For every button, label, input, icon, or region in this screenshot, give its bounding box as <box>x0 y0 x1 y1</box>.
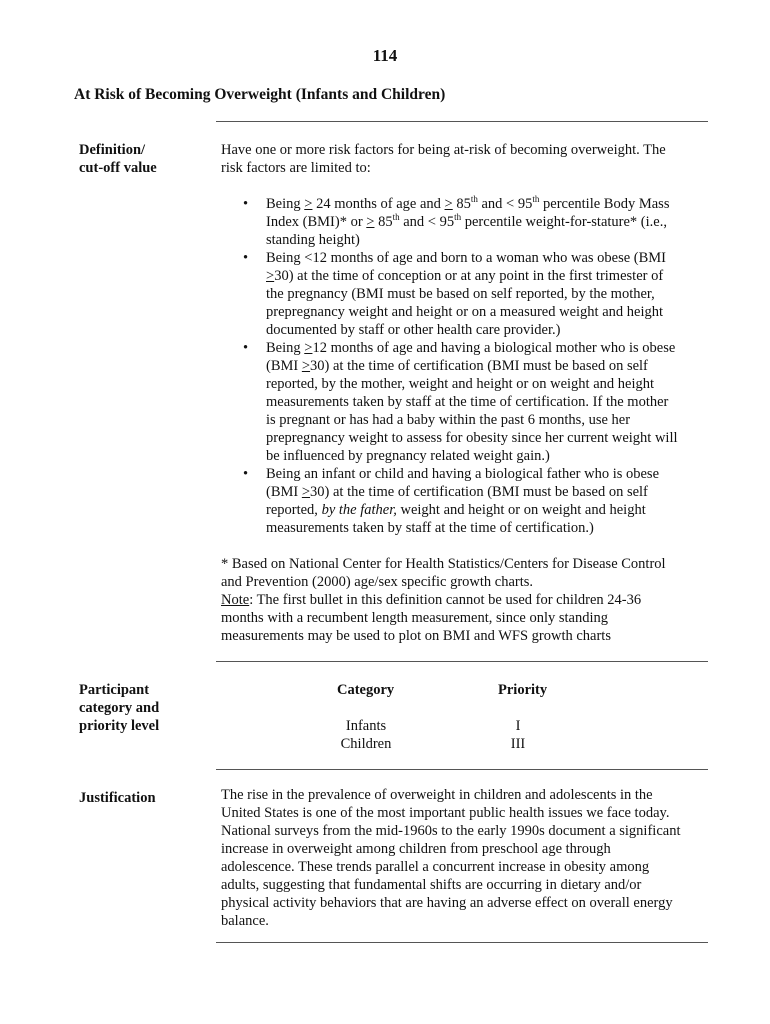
table-cell-priority: I <box>515 718 521 734</box>
footnote: * Based on National Center for Health Statistics/Centers for Disease Control and Prevention (2000) age/sex specific growth charts. Note: The first bullet in this definition cannot be used for children 24-36 months with a recumbent length measurement, since only standing measurements may be used to plot on BMI and WFS growth charts <box>221 555 705 645</box>
justification-text: The rise in the prevalence of overweight in children and adolescents in the United States is one of the most important public health issues we face today. National surveys from the mid-1960s to the early 1990s document a significant increase in overweight among children from preschool age through adolescence. These trends parallel a concurrent increase in obesity among adults, suggesting that fundamental shifts are occurring in dietary and/or physical activity behaviors that are having an adverse effect on overall energy balance. <box>221 787 681 929</box>
definition-intro: Have one or more risk factors for being at-risk of becoming overweight. The risk factors are limited to: <box>221 142 666 176</box>
column-header-category: Category <box>337 682 395 698</box>
risk-factor-list <box>221 195 705 537</box>
definition-label: Definition/ cut-off value <box>79 142 157 176</box>
note: Note: The first bullet in this definition cannot be used for children 24-36 <box>221 592 642 608</box>
table-cell-category: Infants <box>345 718 387 734</box>
section-title: At Risk of Becoming Overweight (Infants and Children) <box>74 86 446 103</box>
table-cell-priority: III <box>510 736 526 752</box>
table-cell-category: Children <box>340 736 392 752</box>
list-item: • Being an infant or child and having a biological father who is obese (BMI >30) at the time of certification (BMI must be based on self reported, by the father, weight and height or on weight and height measurements taken by staff at the time of certification.) <box>243 466 660 536</box>
page-number: 114 <box>372 46 398 65</box>
bullet-icon: • <box>243 250 249 266</box>
bullet-icon: • <box>243 340 249 356</box>
bullet-icon: • <box>243 196 249 212</box>
divider-justification <box>216 769 708 770</box>
bullet-icon: • <box>243 466 249 482</box>
category-priority-table <box>221 681 705 761</box>
list-item: • Being <12 months of age and born to a woman who was obese (BMI >30) at the time of conception or at any point in the first trimester of the pregnancy (BMI must be based on self reported, by the mother, prepregnancy weight and height or on a measured weight and height documented by staff or other health care provider.) <box>243 250 667 338</box>
divider-participant <box>216 661 708 662</box>
column-header-priority: Priority <box>498 682 548 698</box>
divider-bottom <box>216 942 708 943</box>
list-item: • Being >12 months of age and having a biological mother who is obese (BMI >30) at the time of certification (BMI must be based on self reported, by the mother, weight and height or on weight and height measurements taken by staff at the time of certification. If the mother is pregnant or has had a baby within the past 6 months, use her prepregnancy weight to assess for obesity since her current weight will be influenced by pregnancy related weight gain.) <box>243 340 678 464</box>
divider-top <box>216 121 708 122</box>
list-item: • Being > 24 months of age and > 85th and < 95th percentile Body Mass Index (BMI)* or > 85th and < 95th percentile weight-for-stature* (i.e., standing height) <box>243 194 670 248</box>
justification-label: Justification <box>79 790 156 806</box>
participant-label: Participant category and priority level <box>79 682 160 734</box>
